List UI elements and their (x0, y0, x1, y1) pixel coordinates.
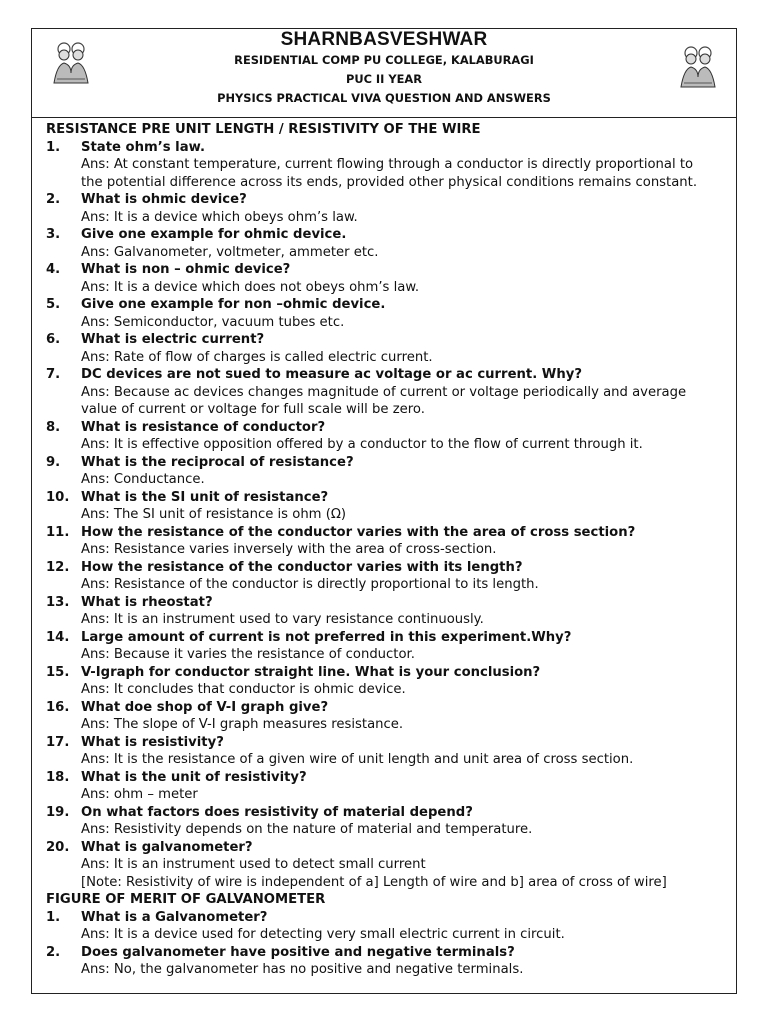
question-number: 20. (46, 839, 70, 855)
document-header (32, 29, 736, 118)
question-text: What is electric current? (81, 332, 265, 347)
answer-line: value of current or voltage for full scale will be zero. (81, 402, 425, 417)
header-text (32, 29, 736, 108)
question-text: What is rheostat? (81, 594, 213, 610)
answer-line: Ans: At constant temperature, current flowing through a conductor is directly proportional to (81, 157, 694, 172)
question-number: 3. (46, 227, 61, 242)
answer-line: Ans: The SI unit of resistance is ohm (Ω) (81, 507, 347, 522)
answer-line: Ans: Rate of flow of charges is called electric current. (81, 349, 433, 365)
answer-line: Ans: It is an instrument used to detect small current (81, 857, 426, 872)
question-number: 8. (46, 419, 61, 435)
question (46, 629, 730, 647)
answer-line: Ans: No, the galvanometer has no positive and negative terminals. (81, 962, 524, 977)
question (46, 454, 730, 472)
question-number: 9. (46, 454, 61, 470)
question (46, 331, 730, 349)
question (46, 769, 730, 787)
question-text: Give one example for non –ohmic device. (81, 297, 386, 312)
question-text: How the resistance of the conductor varies with its length? (81, 559, 523, 575)
question (46, 594, 730, 612)
question-text: DC devices are not sued to measure ac voltage or ac current. Why? (81, 367, 582, 382)
question-text: State ohm’s law. (81, 139, 205, 155)
question-number: 5. (46, 297, 61, 312)
question (46, 664, 730, 682)
question-text: Give one example for ohmic device. (81, 227, 347, 242)
question-number: 13. (46, 594, 70, 610)
document-content (46, 121, 730, 979)
question-text: What is resistivity? (81, 734, 224, 750)
question (46, 226, 730, 244)
question-number: 1. (46, 909, 61, 925)
question (46, 559, 730, 577)
answer-line: Ans: Resistance of the conductor is directly proportional to its length. (81, 577, 539, 592)
question (46, 139, 730, 157)
question (46, 419, 730, 437)
question-text: What is galvanometer? (81, 839, 253, 855)
question-text: What is resistance of conductor? (81, 419, 326, 435)
answer-line: Ans: It is a device used for detecting very small electric current in circuit. (81, 927, 565, 942)
answer-line: Ans: It concludes that conductor is ohmic device. (81, 682, 406, 697)
question-number: 11. (46, 524, 70, 540)
answer-line: Ans: Resistivity depends on the nature of material and temperature. (81, 822, 533, 837)
section-title: RESISTANCE PRE UNIT LENGTH / RESISTIVITY OF THE WIRE (46, 122, 481, 137)
question-text: What is a Galvanometer? (81, 909, 268, 925)
answer-line: Ans: It is a device which obeys ohm’s law. (81, 209, 358, 225)
question-number: 12. (46, 559, 70, 575)
answer-line: Ans: Galvanometer, voltmeter, ammeter etc. (81, 244, 379, 260)
question (46, 366, 730, 384)
question-number: 2. (46, 944, 61, 960)
question-number: 15. (46, 664, 70, 680)
question (46, 261, 730, 279)
question-number: 6. (46, 332, 61, 347)
question-text: How the resistance of the conductor varies with the area of cross section? (81, 524, 636, 540)
question-number: 7. (46, 367, 61, 382)
question (46, 524, 730, 542)
answer-line: Ans: Because it varies the resistance of conductor. (81, 647, 415, 662)
question-number: 18. (46, 769, 70, 785)
question (46, 734, 730, 752)
answer-line: Ans: Conductance. (81, 472, 205, 487)
question-number: 2. (46, 192, 61, 207)
question-number: 19. (46, 804, 70, 820)
answer-line: Ans: Semiconductor, vacuum tubes etc. (81, 314, 345, 330)
question-text: What is the reciprocal of resistance? (81, 454, 354, 470)
answer-line: Ans: ohm – meter (81, 787, 198, 802)
answer-line: Ans: The slope of V-I graph measures resistance. (81, 717, 404, 732)
question-text: Does galvanometer have positive and negative terminals? (81, 944, 515, 960)
question-number: 16. (46, 699, 70, 715)
question-text: V-Igraph for conductor straight line. What is your conclusion? (81, 664, 541, 680)
question (46, 489, 730, 507)
question-text: What doe shop of V-I graph give? (81, 699, 329, 715)
answer-line: Ans: It is effective opposition offered by a conductor to the flow of current through it. (81, 437, 643, 452)
answer-line: [Note: Resistivity of wire is independent of a] Length of wire and b] area of cross of wire] (81, 874, 667, 890)
question-number: 17. (46, 734, 70, 750)
question-number: 4. (46, 262, 61, 277)
answer-line: the potential difference across its ends, provided other physical conditions remains constant. (81, 174, 698, 190)
question-number: 10. (46, 489, 70, 505)
answer-line: Ans: It is the resistance of a given wire of unit length and unit area of cross section. (81, 752, 634, 767)
college-address: RESIDENTIAL COMP PU COLLEGE, KALABURAGI (234, 53, 534, 67)
document-page (31, 28, 737, 994)
question-number: 1. (46, 139, 61, 155)
question (46, 191, 730, 209)
answer-line: Ans: It is a device which does not obeys ohm’s law. (81, 279, 420, 295)
question-text: What is the unit of resistivity? (81, 769, 307, 785)
answer-line: Ans: It is an instrument used to vary resistance continuously. (81, 612, 484, 627)
class-year: PUC II YEAR (346, 72, 422, 86)
question (46, 296, 730, 314)
question (46, 839, 730, 857)
question-text: What is non – ohmic device? (81, 262, 291, 277)
document-title: PHYSICS PRACTICAL VIVA QUESTION AND ANSWERS (217, 91, 551, 105)
section-title: FIGURE OF MERIT OF GALVANOMETER (46, 892, 326, 907)
answer-line: Ans: Because ac devices changes magnitude of current or voltage periodically and average (81, 384, 687, 400)
question-text: What is the SI unit of resistance? (81, 489, 329, 505)
question (46, 804, 730, 822)
answer-line: Ans: Resistance varies inversely with the area of cross-section. (81, 542, 497, 557)
question-text: What is ohmic device? (81, 192, 247, 207)
question-text: On what factors does resistivity of material depend? (81, 804, 473, 820)
question (46, 699, 730, 717)
college-name: SHARNBASVESHWAR (280, 29, 488, 50)
question (46, 944, 730, 962)
question (46, 909, 730, 927)
question-number: 14. (46, 629, 70, 645)
question-text: Large amount of current is not preferred in this experiment.Why? (81, 629, 572, 645)
